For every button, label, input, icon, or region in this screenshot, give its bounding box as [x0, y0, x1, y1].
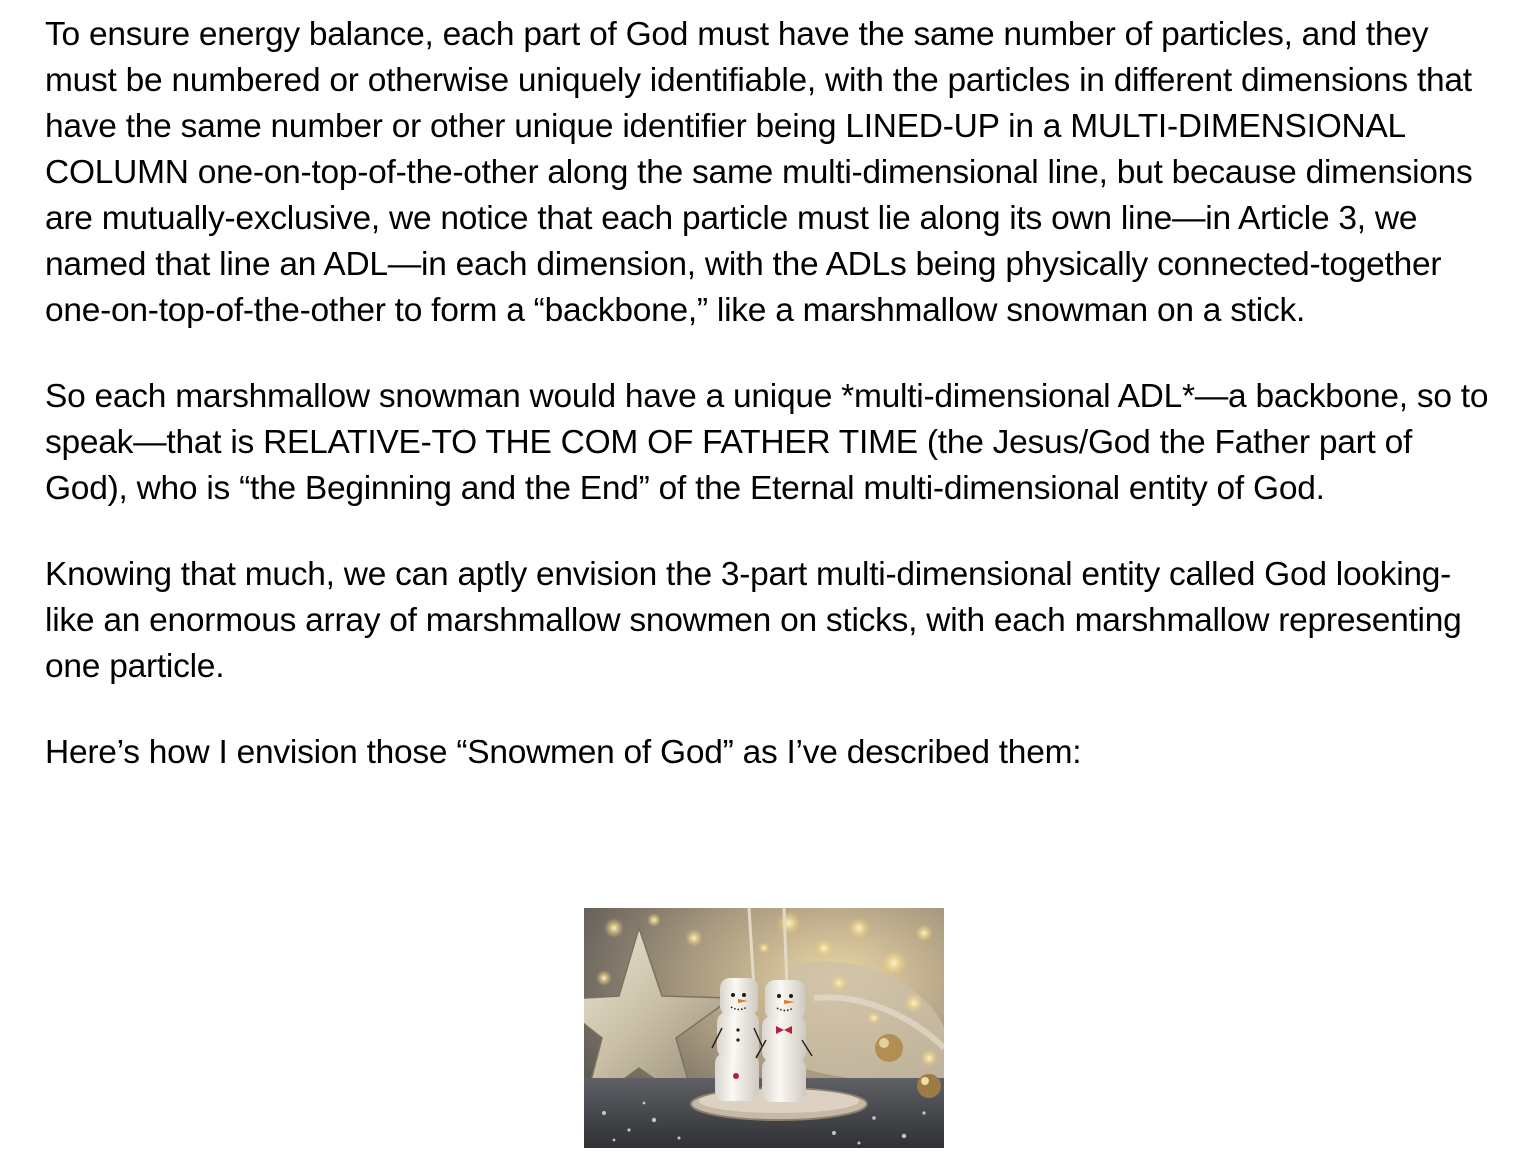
photo-illustration	[584, 908, 944, 1148]
paragraph-multi-dimensional-adl: So each marshmallow snowman would have a unique *multi-dimensional ADL*—a backbone, so to speak—that is RELATIVE-TO THE COM OF FATHER TIME (the Jesus/God the Father part of God), who is “the Beginning and the End” of the Eternal multi-dimensional entity of God.	[45, 378, 1489, 507]
article-body	[45, 12, 1497, 816]
paragraph-envision-god: Knowing that much, we can aptly envision the 3-part multi-dimensional entity called God looking-like an enormous array of marshmallow snowmen on sticks, with each marshmallow representing one particle.	[45, 556, 1462, 685]
paragraph-energy-balance: To ensure energy balance, each part of God must have the same number of particles, and they must be numbered or otherwise uniquely identifiable, with the particles in different dimensions that have the same number or other unique identifier being LINED-UP in a MULTI-DIMENSIONAL COLUMN one-on-top-of-the-other along the same multi-dimensional line, but because dimensions are mutually-exclusive, we notice that each particle must lie along its own line—in Article 3, we named that line an ADL—in each dimension, with the ADLs being physically connected-together one-on-top-of-the-other to form a “backbone,” like a marshmallow snowman on a stick.	[45, 16, 1473, 329]
paragraph-snowmen-intro: Here’s how I envision those “Snowmen of God” as I’ve described them:	[45, 734, 1082, 771]
marshmallow-snowmen-photo	[584, 908, 944, 1148]
